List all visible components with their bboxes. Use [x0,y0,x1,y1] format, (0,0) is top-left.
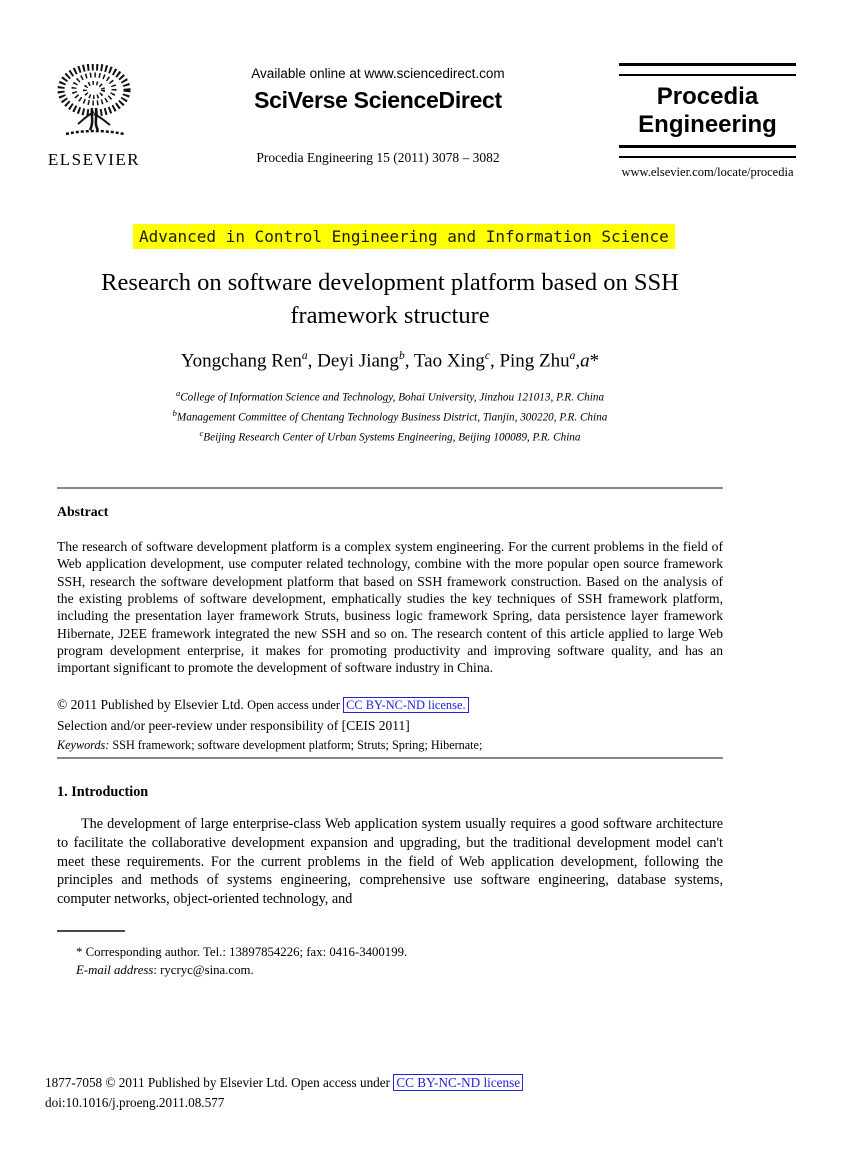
email-value: : rycryc@sina.com. [153,962,254,977]
issn-copyright-line [45,1073,523,1093]
author-name: Deyi Jiang [317,350,399,372]
available-online-text: Available online at www.sciencedirect.com [251,66,505,81]
affil-text: College of Information Science and Technology, Bohai University, Jinzhou 121013, P.R. China [180,391,605,404]
affil-mark: b [172,408,177,419]
issn-copyright-text: 1877-7058 © 2011 Published by Elsevier Ltd. Open access under [45,1075,394,1090]
journal-box-url: www.elsevier.com/locate/procedia [621,165,794,179]
keywords-label: Keywords: [57,738,110,752]
journal-box-title [619,76,796,145]
double-rule-bottom [619,145,796,158]
author-separator: , [489,350,500,372]
keywords-line [57,738,482,753]
paper-title-line1: Research on software development platform based on SSH [101,269,679,296]
author-separator: , [575,350,581,372]
authors-line [57,350,723,372]
abstract-text: The research of software development platform is a complex system engineering. For the current problems in the field of Web application development, use computer related technology, combine with the more popular open source framework SSH, research the software development platform that based on SSH framework construction. Based on the analysis of the existing problems of software development, emphatically studies the key techniques of SSH framework platform, including the presentation layer framework Struts, business logic framework Spring, data persistence layer framework Hibernate, J2EE framework integrated the new SSH and so on. The research content of this article applied to large Web program development enterprise, it makes for promoting productivity and improving software quality, and has an important significant to promote the development of software industry in China. [57,539,723,676]
section-divider [57,487,723,489]
introduction-heading: 1. Introduction [57,784,149,800]
doi-line: doi:10.1016/j.proeng.2011.08.577 [45,1095,225,1110]
author-affil-mark: a [569,350,576,362]
author-affil-mark: a [301,350,308,362]
affiliation-line [57,426,723,446]
author-separator: , [307,350,318,372]
copyright-text: © 2011 Published by Elsevier Ltd. [57,697,248,712]
author-name: Ping Zhu [499,350,570,372]
author-separator: , [404,350,414,372]
author-affil-mark: c [484,350,490,362]
journal-box-title-line2: Engineering [638,111,777,138]
author-name: Tao Xing [413,350,485,372]
corresponding-author-footnote [76,944,407,979]
elsevier-wordmark: ELSEVIER [47,150,141,169]
affil-mark: a [175,388,181,398]
affil-text: Beijing Research Center of Urban Systems Engineering, Beijing 100089, P.R. China [203,431,581,444]
affil-mark: c [199,428,204,439]
footnote-rule [57,930,125,932]
introduction-paragraph: The development of large enterprise-class Web application system usually requires a good software architecture to facilitate the collaborative development expansion and upgrading, but the traditional development model can't meet these requirements. For the current problems in the field of Web application development, following the principles and methods of systems engineering, comprehensive use software engineering, database systems, computer networks, object-oriented technology, and [57,816,723,908]
paper-title-line2: framework structure [290,302,490,329]
footnote-email-line [76,962,407,980]
corresponding-author-letter: a [580,350,590,372]
author-affil-mark: b [398,350,405,362]
cc-by-nc-nd-license-link-footer[interactable]: CC BY-NC-ND license [393,1074,523,1091]
conference-banner: Advanced in Control Engineering and Information Science [133,224,675,249]
journal-reference: Procedia Engineering 15 (2011) 3078 – 3082 [256,150,500,165]
keywords-list: SSH framework; software development platform; Struts; Spring; Hibernate; [109,738,483,752]
journal-title-box [619,63,796,180]
selection-peer-review-line: Selection and/or peer-review under responsibility of [CEIS 2011] [57,718,410,733]
elsevier-tree-icon [48,64,140,144]
cc-by-nc-nd-license-link[interactable]: CC BY-NC-ND license. [343,697,468,713]
page-footer [45,1073,523,1113]
journal-box-title-line1: Procedia [656,83,759,110]
corresponding-author-asterisk: * [589,350,600,372]
affiliation-line [57,406,723,426]
section-divider [57,757,723,759]
abstract-heading: Abstract [57,504,109,519]
paper-title [57,266,723,332]
affiliations [57,386,723,446]
open-access-text: Open access under [247,698,344,712]
author-name: Yongchang Ren [180,350,302,372]
double-rule-top [619,63,796,76]
affiliation-line [57,386,723,406]
elsevier-logo [44,64,144,170]
copyright-line [57,697,737,713]
affil-text: Management Committee of Chentang Technology Business District, Tianjin, 300220, P.R. China [176,411,608,424]
footnote-contact-line: * Corresponding author. Tel.: 13897854226; fax: 0416-3400199. [76,945,408,959]
sciverse-sciencedirect-logo: SciVerse ScienceDirect [254,87,502,113]
email-label: E-mail address [76,962,154,977]
